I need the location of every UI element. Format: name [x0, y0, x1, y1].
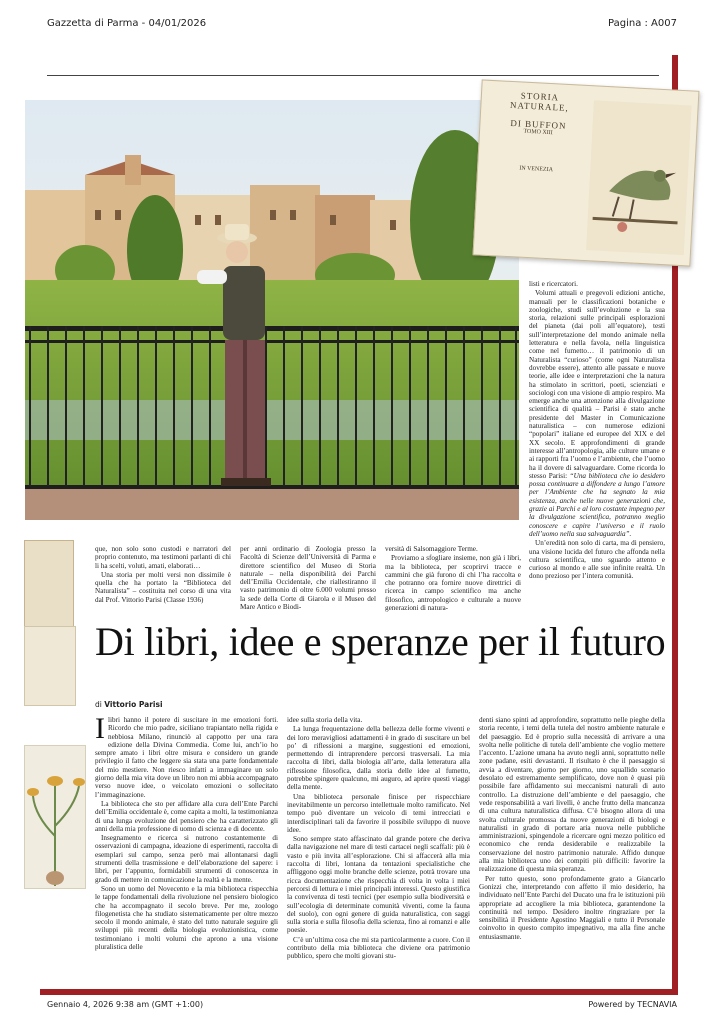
paragraph: La lunga frequentazione della bellezza delle forme viventi e dei loro meravigliosi adattamenti è in grado di suscitare un bel po’ di riflessioni a margine, suggestioni ed emozioni, permettendo di intraprendere percorsi trasversali. La mia raccolta di libri, dalla biologia all’arte, dalla letteratura alla riflessione filosofica, dalla storia delle idee al fumetto, potrebbe spingere qualcuno, mi auguro, ad aprire questi viaggi della mente. [287, 725, 470, 792]
page-number: Pagina : A007 [608, 18, 677, 29]
paragraph [95, 712, 278, 799]
paragraph: C’è un’ultima cosa che mi sta particolarmente a cuore. Con il contributo della mia biblioteca che diviene ora patrimonio pubblico, spero che molti giovani stu- [287, 935, 470, 961]
paragraph: versità di Salsomaggiore Terme. [385, 545, 478, 553]
author-name: Vittorio Parisi [104, 700, 163, 709]
paragraph: denti siano spinti ad approfondire, soprattutto nelle pieghe della storia recente, i temi della tutela del nostro ambiente naturale e del paesaggio. Ed è proprio sulla necessità di arrivare a una svolta nelle politiche di tutela dell’ambiente che voglio mettere l’accento. L’azione umana ha avuto negli anni, soprattutto nelle zone padane, esiti devastanti. Il risultato è che il paesaggio si avvia a diventare, giorno per giorno, uno squallido scenario desolato ed estremamente semplificato, dove non è quasi più possibile fare affidamento sui meccanismi naturali di auto controllo. La distruzione dell’ambiente e del paesaggio, che vede responsabilità a vari livelli, è anche frutto della mancanza di una cultura naturalistica diffusa. C’è bisogno allora di una svolta culturale promossa da nuove generazioni di biologi e naturalisti in grado di portare aria nuova nelle pubbliche amministrazioni, spingendole a ricercare ogni mezzo politico ed economico che renda desiderabile e realizzabile la conservazione del nostro patrimonio naturale. Affido dunque alla mia biblioteca uno dei compiti più difficili: favorire la realizzazione di questa mia speranza. [479, 716, 665, 874]
body-column-2 [287, 716, 470, 962]
antique-book-image [473, 79, 700, 266]
paragraph: Insegnamento e ricerca si nutrono costantemente di osservazioni di campagna, ideazione di esperimenti, raccolta di esemplari sul campo, senza però mai allontanarsi dagli strumenti della trasmissione e dell’elaborazione del sapere: i libri, per l’appunto, formidabili strumenti di conoscenza in grado di mettere in comunicazione la realtà e la mente. [95, 834, 278, 884]
book-title-line3: DI BUFFON [510, 117, 567, 131]
footer-powered-by: Powered by TECNAVIA [588, 1000, 677, 1009]
intro-column-1 [95, 545, 231, 605]
paragraph-text: libri hanno il potere di suscitare in me emozioni forti. Ricordo che mio padre, siciliano trapiantato nella rigida e nebbiosa Milano, rinunciò al cappotto per una rara edizione della Divina Commedia. Come lui, anch’io ho sempre amato i libri oltre misura e considero un grande privilegio il fatto che leggere sia stata una parte fondamentale del mio mestiere. Non riesco infatti a immaginare un solo giorno della mia vita dove un libro non mi abbia accompagnato verso nuove idee, o veicolato emozioni o sollecitato l’immaginazione. [95, 716, 278, 799]
paragraph: Sono sempre stato affascinato dal grande potere che deriva dalla navigazione nel mare di testi cartacei negli scaffali: più è vasto e più invita all’esplorazione. Chi si affaccerà alla mia raccolta di libri, lontana da tentazioni specialistiche che affliggono oggi molte branche delle scienze, potrà trovare una ricca documentazione che rispecchia di volta in volta i miei percorsi di lettura e i miei principali interessi. Questo giustifica la convivenza di testi tecnici (per esempio sulla biodiversità e sull’ecologia di determinate comunità viventi, come la fauna del suolo), con ogni genere di guida naturalistica, con saggi sulla storia e sulla filosofia della scienza, fino ai romanzi e alle poesie. [287, 835, 470, 935]
paragraph: per anni ordinario di Zoologia presso la Facoltà di Scienze dell’Università di Parma e direttore scientifico del Museo di Storia naturale – nella disponibilità dei Parchi dell’Emilia Occidentale, che riallestiranno il vasto patrimonio di oltre 6.000 volumi presso la sede della Corte di Giarola e il Museo del Mare Antico e Biodi- [240, 545, 376, 612]
body-column-1 [95, 712, 278, 952]
main-photo [25, 100, 519, 520]
paragraph: idee sulla storia della vita. [287, 716, 363, 724]
headline: Di libri, idee e speranze per il futuro [95, 619, 666, 664]
footer-timestamp: Gennaio 4, 2026 9:38 am (GMT +1:00) [47, 1000, 204, 1009]
page-frame-bottom [40, 989, 678, 995]
header-divider [47, 75, 659, 76]
byline [95, 700, 163, 709]
paragraph: Un’eredità non solo di carta, ma di pensiero, una visione lucida del futuro che affonda nella cultura scientifica, uno sguardo attento e curioso al mondo e alle sue infinite realtà. Un dono prezioso per l’intera comunità. [529, 539, 665, 581]
right-column [529, 280, 665, 582]
page-header [47, 18, 677, 34]
book-title-line2: NATURALE, [509, 99, 570, 114]
paragraph [529, 289, 665, 538]
intro-column-3 [385, 545, 521, 613]
body-column-3 [479, 716, 665, 942]
paragraph: Per tutto questo, sono profondamente grato a Giancarlo Gonizzi che, interpretando con affetto il mio desiderio, ha individuato nell’Ente Parchi del Ducato una fra le istituzioni più appropriate ad accogliere la mia biblioteca, garantendone la continuità nel tempo. Desidero inoltre ringraziare per la sensibilità il Presidente Agostino Maggiali e tutto il Personale coinvolto in questo compito impegnativo, ma alla fine anche entusiasmante. [479, 874, 665, 941]
intro-column-2 [240, 545, 376, 612]
paragraph: Una biblioteca personale finisce per rispecchiare inevitabilmente un percorso intellettuale molto ramificato. Nel tempo può diventare un veicolo di temi intrecciati e interdisciplinari tali da favorire il possibile sviluppo di nuove idee. [287, 792, 470, 834]
paragraph: Sono un uomo del Novecento e la mia biblioteca rispecchia le tappe fondamentali della rivoluzione nel pensiero biologico che ha accompagnato il secolo breve. Per me, zoologo filogenetista che ha studiato sistematicamente per oltre mezzo secolo il mondo animale, è stato del tutto naturale seguire gli sviluppi più recenti della biologia evoluzionistica, come testimoniano i molti volumi che aprono a una visione pluralistica delle [95, 884, 278, 952]
paragraph-text: Volumi attuali e pregevoli edizioni antiche, manuali per le classificazioni botaniche e zoologiche, studi sull’evoluzione e la sua storia, relazioni sulle principali esplorazioni del pianeta (dai poli all’equatore), testi sull’interpretazione del mondo animale nella letteratura e nella favola, nella linguistica come nel fumetto… il patrimonio di un Naturalista “curioso” (come ogni Naturalista dovrebbe essere), attento alle passate e nuove teorie, alle idee e interpretazioni che la natura ha stimolato in scrittori, poeti, scienziati e sociologi con una visione di ampio respiro. Ma emerge anche una attenzione alla divulgazione scientifica di qualità – Parisi è stato anche presidente del Master in Comunicazione naturalistica – con numerose edizioni “popolari” italiane ed europee del XIX e del XX secolo. E approfondimenti di grande interesse all’antropologia, alle culture umane e ai rapporti fra l’uomo e l’ambiente, che l’uomo ha il dovere di salvaguardare. Come ricorda lo stesso Parisi: [529, 289, 665, 480]
quote: “Una biblioteca che io desidero possa continuare a diffondere a lungo l’amore per l’Ambiente che ha segnato la mia esistenza, anche nelle nuove generazioni che, grazie ai Parchi e al loro costante impegno per la divulgazione scientifica, potranno meglio conoscere e capire l’universo e il ruolo dell’uomo nella sua salvaguardia”. [529, 471, 666, 538]
bird-illustration [586, 100, 692, 255]
paragraph: listi e ricercatori. [529, 280, 578, 288]
drop-cap: I [95, 712, 105, 745]
side-manuscript-image [24, 626, 76, 706]
book-title-page [488, 89, 588, 176]
side-botanical-image [24, 745, 86, 889]
book-imprint: IN VENEZIA [519, 165, 554, 174]
paragraph: Proviamo a sfogliare insieme, non già i libri, ma la biblioteca, per scoprirvi tracce e cammini che già furono di chi l’ha raccolta e che potranno ora fornire nuove direttrici di ricerca in campo scientifico ma anche filosofico, antropologico e culturale a nuove generazioni di natura- [385, 554, 521, 613]
paragraph: Una storia per molti versi non dissimile è quella che ha portato la “Biblioteca del Naturalista” – costituita nel corso di una vita dal Prof. Vittorio Parisi (Classe 1936) [95, 570, 231, 604]
page-footer [47, 1000, 677, 1014]
byline-prefix: di [95, 700, 102, 709]
paragraph: La biblioteca che sto per affidare alla cura dell’Ente Parchi dell’Emilia occidentale è, come capita a molti, la testimonianza di una lunga evoluzione del pensiero che ha caratterizzato gli anni della mia professione di uomo di scienza e di docente. [95, 799, 278, 833]
paragraph: que, non solo sono custodi e narratori del proprio contenuto, ma testimoni parlanti di chi li ha scelti, voluti, amati, elaborati… [95, 545, 231, 570]
publication-title: Gazzetta di Parma - 04/01/2026 [47, 18, 207, 29]
book-title-line1: STORIA [520, 90, 560, 103]
book-title-line4: TOMO XIII [523, 128, 553, 137]
